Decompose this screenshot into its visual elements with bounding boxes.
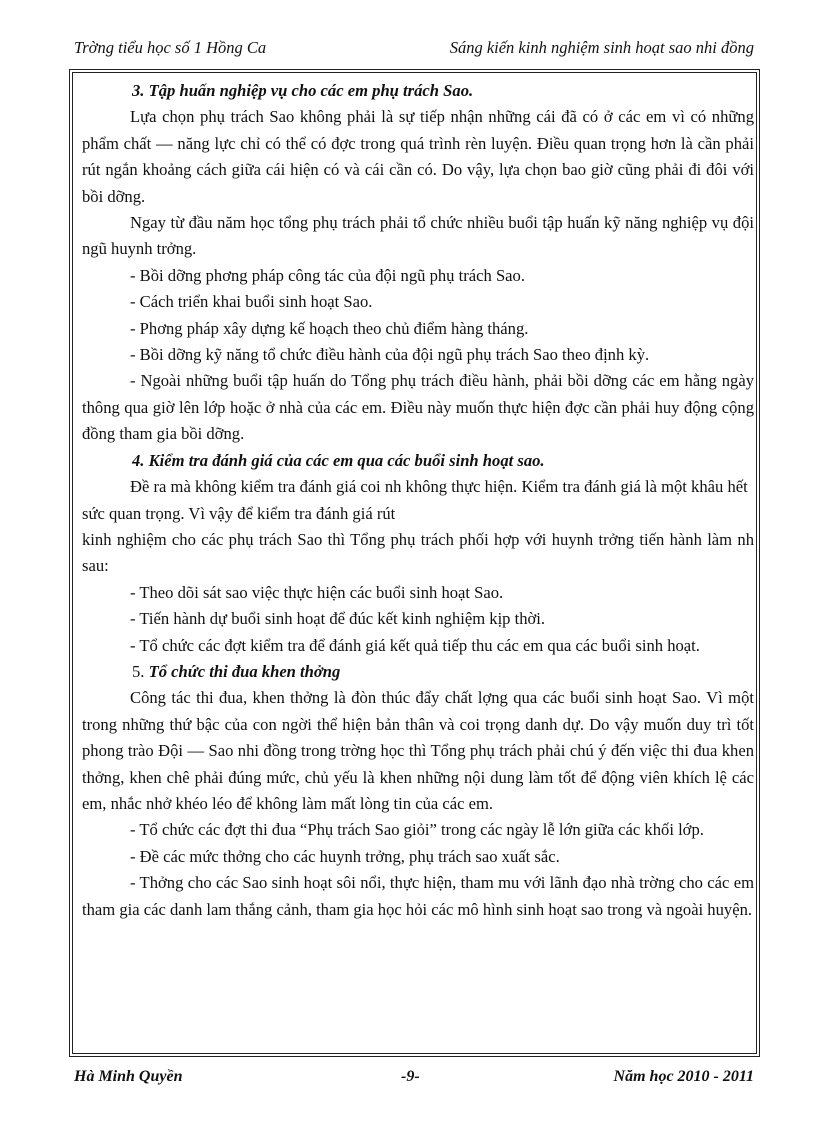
list-item: - Phơng pháp xây dựng kế hoạch theo chủ điểm hàng tháng. <box>130 318 529 338</box>
section-5-heading <box>82 659 754 685</box>
list-item: - Theo dõi sát sao việc thực hiện các buổi sinh hoạt Sao. <box>130 582 504 602</box>
list-item: - Bồi dỡng phơng pháp công tác của đội ngũ phụ trách Sao. <box>130 265 525 285</box>
header-school: Trờng tiểu học số 1 Hồng Ca <box>74 38 267 57</box>
section-4-heading: 4. Kiểm tra đánh giá của các em qua các buổi sinh hoạt sao. <box>132 450 545 470</box>
list-item: - Bồi dỡng kỹ năng tổ chức điều hành của đội ngũ phụ trách Sao theo định kỳ. <box>130 345 650 365</box>
list-item: - Đề các mức thởng cho các huynh trởng, phụ trách sao xuất sắc. <box>130 846 560 866</box>
section-3-heading: 3. Tập huấn nghiệp vụ cho các em phụ trách Sao. <box>132 81 474 100</box>
page-content <box>82 78 754 923</box>
section-5-paragraph-1: Công tác thi đua, khen thởng là đòn thúc đẩy chất lợng qua các buổi sinh hoạt Sao. Vì một trong những thứ bậc của con ngời thể hiện bản thân và coi trọng danh dự. Do vậy muốn duy trì tốt phong trào Đội — Sao nhi đồng trong trờng học thì Tổng phụ trách phải chú ý đến việc thi đua khen thởng, khen chê phải đúng mức, chủ yếu là khen những nội dung làm tốt để động viên khích lệ các em, nhắc nhở khéo léo để không làm mất lòng tin của các em. <box>82 688 754 813</box>
list-item: - Cách triển khai buổi sinh hoạt Sao. <box>130 292 373 312</box>
section-5-title: Tổ chức thi đua khen thởng <box>148 661 341 681</box>
list-item: - Tổ chức các đợt thi đua “Phụ trách Sao giỏi” trong các ngày lễ lớn giữa các khối lớp. <box>130 820 704 840</box>
header-title: Sáng kiến kinh nghiệm sinh hoạt sao nhi đồng <box>449 38 754 57</box>
section-5-number: 5. <box>132 661 149 681</box>
list-item: - Tiến hành dự buổi sinh hoạt để đúc kết kinh nghiệm kịp thời. <box>130 609 546 629</box>
page-footer <box>74 1068 754 1094</box>
list-item: - Thởng cho các Sao sinh hoạt sôi nổi, thực hiện, tham mu với lãnh đạo nhà trờng cho các em tham gia các danh lam thắng cảnh, tham gia học hỏi các mô hình sinh hoạt sao trong và ngoài huyện. <box>82 873 754 919</box>
section-3-paragraph-1: Lựa chọn phụ trách Sao không phải là sự tiếp nhận những cái đã có ở các em vì có những phẩm chất — năng lực chỉ có thể có đợc trong quá trình rèn luyện. Điều quan trọng hơn là cần phải rút ngắn khoảng cách giữa cái hiện có và cái cần có. Do vậy, lựa chọn bao giờ cũng phải đi đôi với bồi dỡng. <box>82 107 754 206</box>
section-3-paragraph-2: Ngay từ đầu năm học tổng phụ trách phải tổ chức nhiều buổi tập huấn kỹ năng nghiệp vụ đội ngũ huynh trởng. <box>82 213 754 259</box>
footer-author: Hà Minh Quyền <box>74 1068 183 1085</box>
section-4-paragraph-1a: Đề ra mà không kiểm tra đánh giá coi nh không thực hiện. Kiểm tra đánh giá là một khâu hết sức quan trọng. Vì vậy để kiểm tra đánh giá rút <box>82 477 748 523</box>
list-item: - Ngoài những buổi tập huấn do Tổng phụ trách điều hành, phải bồi dỡng các em hằng ngày thông qua giờ lên lớp hoặc ở nhà của các em. Điều này muốn thực hiện đợc cần phải huy động cộng đồng tham gia bồi dỡng. <box>82 371 754 444</box>
section-4-paragraph-1b: kinh nghiệm cho các phụ trách Sao thì Tổng phụ trách phối hợp với huynh trởng tiến hành làm nh sau: <box>82 529 754 576</box>
footer-school-year: Năm học 2010 - 2011 <box>613 1068 754 1085</box>
footer-page-number: -9- <box>401 1068 420 1085</box>
list-item: - Tổ chức các đợt kiểm tra để đánh giá kết quả tiếp thu các em qua các buổi sinh hoạt. <box>130 635 700 655</box>
page-header <box>74 38 754 68</box>
